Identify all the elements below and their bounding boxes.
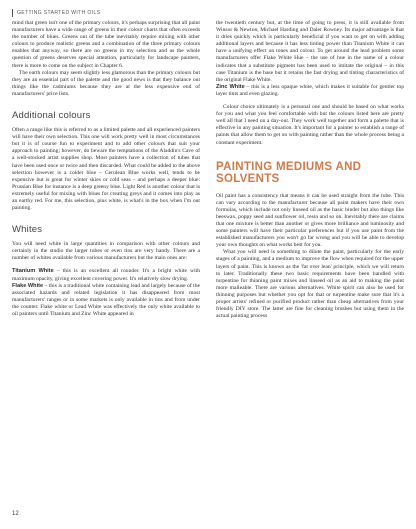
term-zinc-white: Zinc White [216,83,245,90]
paragraph: Oil paint has a consistency that means it can be used straight from the tube. This can vary according to the manufacturer because all paint makers have their own formulas, which include not only linseed oil as the basic binder but also things like beeswax, poppy seed and sunflower oil, resin and so on. Inevitably there are claims that one mixture is better than another or gives more brilliance and luminosity and some painters will have their particular preferences but if you use paint from the established manufacturers you won't go far wrong and you will be able to develop your own thoughts on what works best for you. [216,192,404,249]
header-rule [12,9,13,17]
page-number: 12 [12,511,19,517]
definition-text: – this is a less opaque white, which makes it suitable for gentler top layer tints and even glazing. [216,83,404,97]
definition-text: – this is an excellent all rounder. It's a bright white with maximum opacity, giving excellent covering power. It's relatively slow drying. [12,268,200,282]
paragraph: The earth colours may seem slightly less glamorous than the primary colours but they are an essential part of the palette and the good news is that they balance out things like the cadmiums because they are at the less expensive end of manufacturers' price lists. [12,69,200,97]
definition-titanium-white [12,268,200,282]
paragraph: Often a range like this is referred to as a limited palette and all experienced painters will have their own selection. This one will work pretty well in most circumstances but it is of course fun to experiment and to add other colours that suit your approach to painting; however, do beware the temptations of the Aladdin's Cave of a well-stocked artist supplies shop. Most painters have a collection of tubes that have been used once or twice and then discarded. What could be added to the above selection however is a colder blue – Cerulean Blue works well, tends to be expensive but is great for winter skies or cold seas – and perhaps a deeper blue: Prussian Blue for instance is a deep greeny blue. Light Red is another colour that is extremely useful for mixing with blues for creating greys and it comes into play as an earthy red. For me, this selection, plus white, is what's in the box when I'm out painting. [12,127,200,212]
section-heading-whites: Whites [12,224,43,236]
section-heading-additional-colours: Additional colours [12,110,91,122]
term-titanium-white: Titanium White [12,268,54,275]
paragraph: What you will need is something to dilute the paint, particularly for the early stages of a painting, and a medium to improve the flow when required for the upper layers of paint. This is known as the 'fat over lean' principle, which we will return to later. Traditionally these two basic requirements have been handled with turpentine for thinning paint mixes and linseed oil as an aid to making the paint more malleable. There are various alternatives. White spirit can also be used for thinning purposes but whether you opt for that or turpentine make sure that it's a proper artists' refined or purified product rather than cheap alternatives from your friendly DIY store. The latter are fine for cleaning brushes but using them in the actual painting process [216,249,404,320]
paragraph: the twentieth century but, at the time of going to press, it is still available from Winsor & Newton, Michael Harding and Daler Rowney. Its major advantage is that it dries quickly which is particularly beneficial if you want to get on with adding additional layers and because it has less tinting power than Titanium White it can have a unifying effect on tones and colour. To get around the lead problem some manufacturers offer Flake White Hue – the use of hue in the name of a colour indicates that a substitute pigment has been used to imitate the original – in this case Titanium is the base but it retains the fast drying and tinting characteristics of the original Flake White. [216,20,404,83]
left-column [12,20,200,318]
paragraph: Colour choice ultimately is a personal one and should be based on what works for you and what you feel comfortable with but the colours listed here are pretty well all that I need on a day-out. They work well together and form a palette that is effective in any painting situation. It's important for a painter to establish a range of paints that allow them to get on with painting rather than the whole process being a constant experiment. [216,104,404,146]
running-header [12,8,404,18]
paragraph: You will need white in large quantities in comparison with other colours and certainly in the studio the larger tubes or even tins are very handy. There are a number of whites available from various manufacturers but the main ones are: [12,241,200,262]
definition-zinc-white [216,84,404,98]
paragraph: mind that green isn't one of the primary colours, it's perhaps surprising that all paint manufacturers have a wide range of greens in their colour charts that often exceeds the number of blues. Greens out of the tube inevitably require mixing with other colours to produce realistic greens and a combination of the three primary colours enables that anyway, so there are no greens in my selection and as the whole question of greens deserves special attention, particularly for landscape painters, there is more to come on the subject in Chapter 6. [12,20,200,69]
section-heading-painting-mediums: PAINTING MEDIUMS AND SOLVENTS [216,160,362,185]
definition-flake-white [12,283,200,318]
term-flake-white: Flake White [12,282,44,289]
definition-text: – this is a traditional white containing lead and largely because of the associated hazards and related legislation it has disappeared from most manufacturers' ranges or in some markets is only available in tins and from under the counter. Flake white or Lead White was effectively the only white available to oil painters until Titanium and Zinc White appeared in [12,282,200,317]
right-column [216,20,404,320]
running-title: GETTING STARTED WITH OILS [17,10,101,16]
